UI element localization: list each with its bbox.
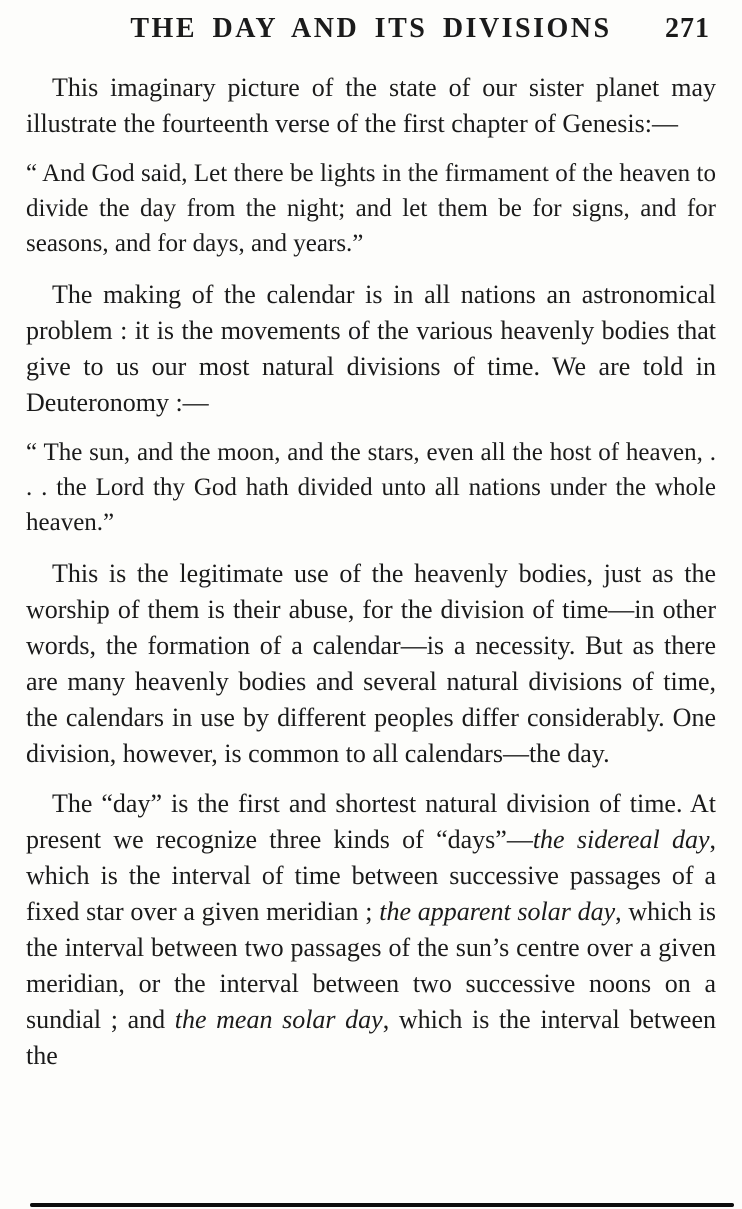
scan-edge-artifact: [30, 1203, 734, 1207]
italic-term-apparent-solar-day: the apparent solar day: [379, 897, 616, 926]
italic-term-sidereal-day: the sidereal day: [532, 825, 710, 854]
text-run: The “day” is the first and shortest natural division of time. At present we recognize three kinds of “days”—: [26, 789, 716, 854]
page-number: 271: [665, 13, 710, 44]
scripture-quote-genesis: “ And God said, Let there be lights in the firmament of the heaven to divide the day from the night; and let them be for signs, and for seasons, and for days, and years.”: [26, 160, 716, 257]
page-body: [26, 70, 716, 1074]
paragraph-three-kinds-of-days: [26, 786, 716, 1074]
paragraph-legitimate-use: This is the legitimate use of the heavenly bodies, just as the worship of them is their abuse, for the division of time—in other words, the formation of a calendar—is a necessity. But as there are many heavenly bodies and several natural divisions of time, the calendars in use by different peoples differ considerably. One division, however, is common to all calendars—the day.: [26, 559, 716, 768]
paragraph-genesis-intro: This imaginary picture of the state of our sister planet may illustrate the fourteenth verse of the first chapter of Genesis:—: [26, 73, 716, 138]
scripture-quote-deuteronomy: “ The sun, and the moon, and the stars, even all the host of heaven, . . . the Lord thy God hath divided unto all nations under the whole heaven.”: [26, 439, 716, 536]
running-title: THE DAY AND ITS DIVISIONS: [130, 13, 612, 44]
text-run: , which is the interval between two passages of the sun’s centre over a given meridian, or the interval between two successive noons on a sundial ; and: [26, 897, 716, 1034]
page-header: [26, 12, 716, 46]
paragraph-calendar-astronomy: The making of the calendar is in all nations an astronomical problem : it is the movements of the various heavenly bodies that give to us our most natural divisions of time. We are told in Deuteronomy :—: [26, 280, 716, 417]
text-run: , which is the interval between the: [26, 1005, 716, 1070]
text-run: , which is the interval of time between successive passages of a fixed star over a given meridian ;: [26, 825, 716, 926]
italic-term-mean-solar-day: the mean solar day: [174, 1005, 383, 1034]
